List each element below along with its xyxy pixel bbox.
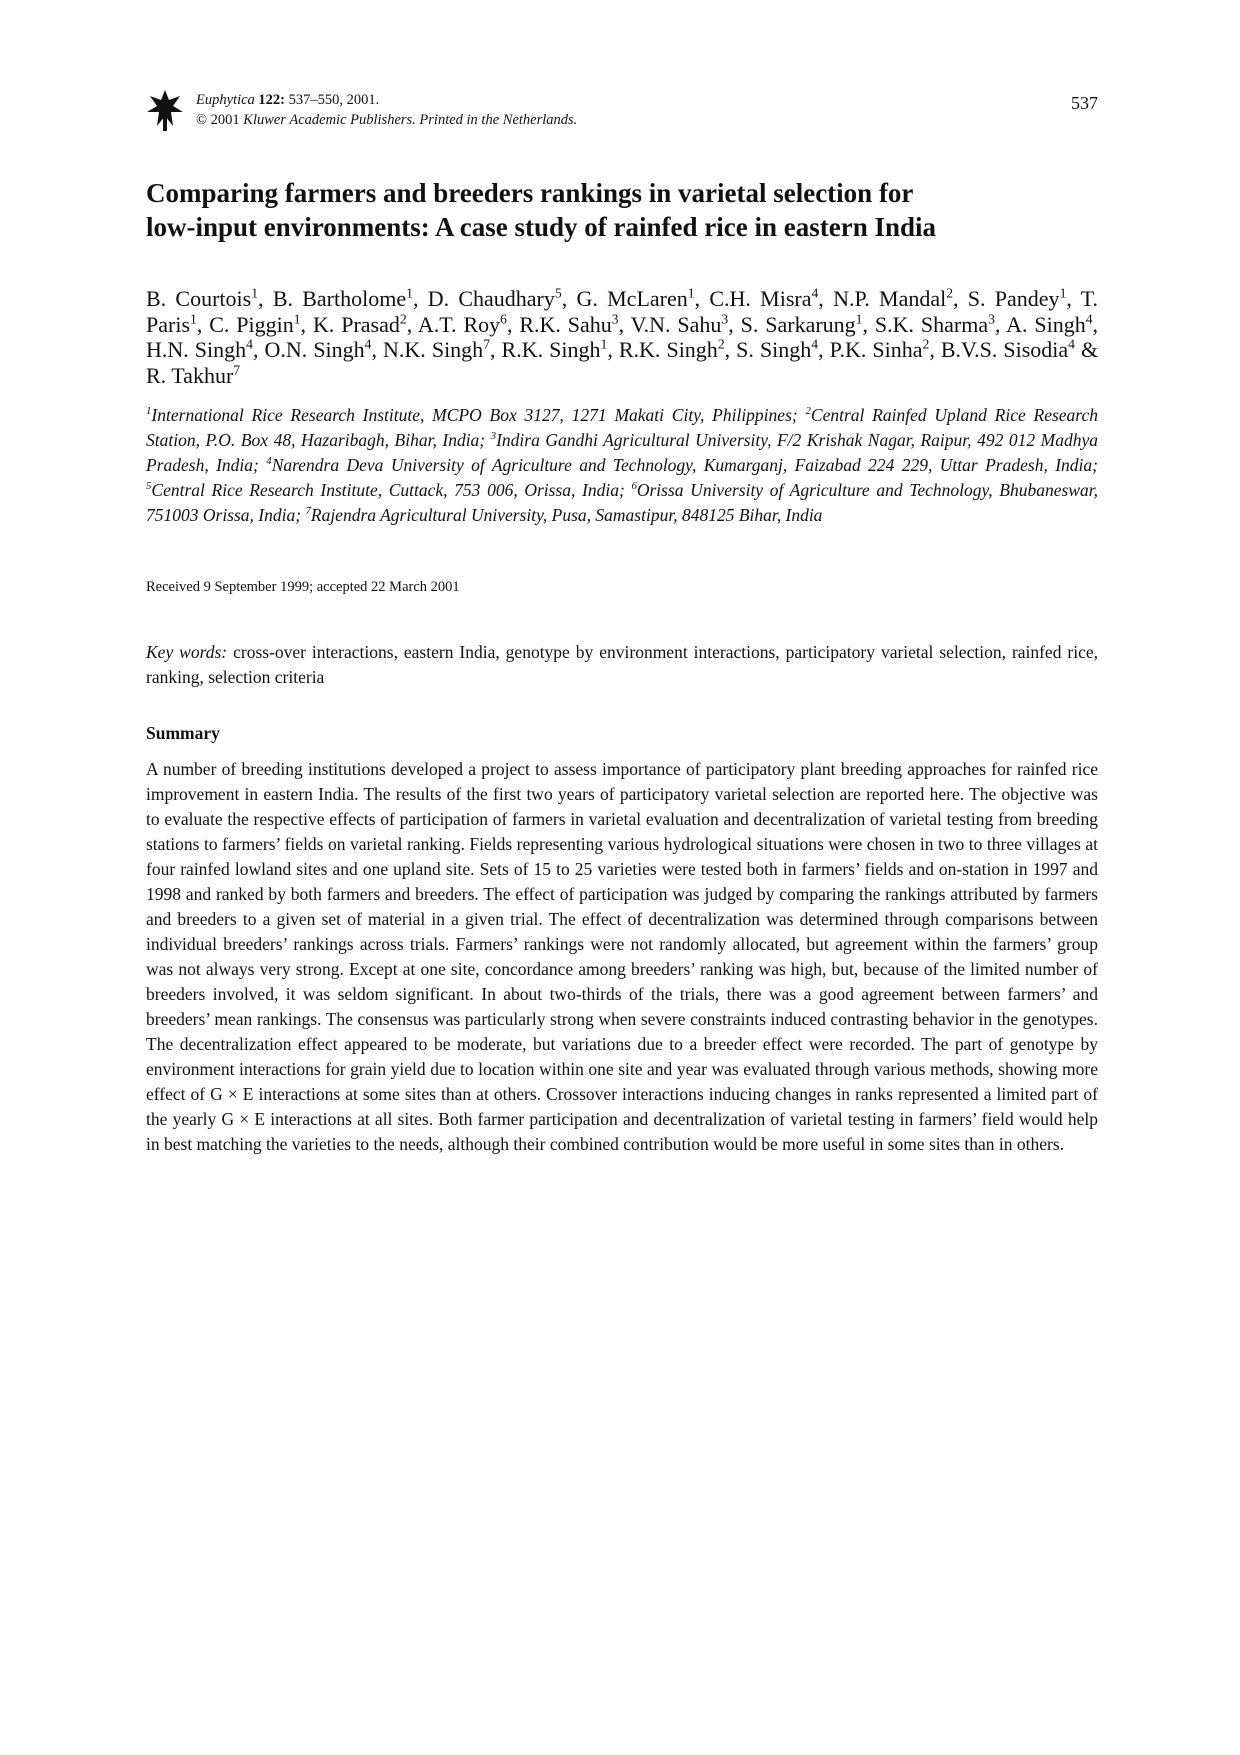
author-affiliation-mark: 4 [1085, 311, 1093, 327]
paper-title [146, 176, 1098, 244]
affiliation-text: Narendra Deva University of Agriculture and Technology, Kumarganj, Faizabad 224 229, Uttar Pradesh, India; [271, 455, 1098, 475]
author-separator: , [953, 286, 968, 311]
author-name: O.N. Singh [264, 337, 365, 362]
author-separator: , [818, 337, 830, 362]
author-separator: , [1066, 286, 1081, 311]
author-separator: , [300, 311, 313, 337]
author-name: G. McLaren [576, 286, 688, 311]
author-name: S. Singh [736, 337, 812, 362]
author-affiliation-mark: 6 [500, 311, 507, 327]
affiliation-text: Central Rice Research Institute, Cuttack, 753 006, Orissa, India; [151, 480, 632, 500]
author-separator: , [728, 311, 741, 337]
affiliation-text: Central Rainfed Upland Rice Research Station, P.O. Box 48, Hazaribagh, Bihar, India; [146, 405, 1098, 450]
author-separator: , [724, 337, 737, 362]
received-date: Received 9 September 1999; accepted 22 March 2001 [146, 579, 460, 595]
author-separator: , [694, 286, 710, 311]
author-name: H.N. Singh [146, 337, 247, 362]
author-separator: , [196, 311, 210, 337]
author-affiliation-mark: 3 [988, 311, 995, 327]
keywords [146, 640, 1098, 690]
author-affiliation-mark: 1 [251, 285, 259, 301]
title-line-2: low-input environments: A case study of rainfed rice in eastern India [146, 212, 937, 242]
author-name: N.K. Singh [383, 337, 484, 362]
journal-volume: 122: [258, 92, 286, 108]
title-line-1: Comparing farmers and breeders rankings in varietal selection for [146, 178, 914, 208]
author-separator: , [929, 337, 941, 362]
author-affiliation-mark: 1 [600, 336, 608, 352]
affiliation-number: 3 [490, 430, 497, 443]
author-name: B. Bartholome [272, 286, 407, 311]
journal-citation [196, 90, 577, 130]
author-affiliation-mark: 1 [293, 311, 301, 327]
author-affiliation-mark: 2 [946, 285, 954, 301]
author-separator: , [561, 286, 577, 311]
journal-pages-year: 537–550, 2001. [288, 92, 380, 108]
author-name: S. Sarkarung [740, 311, 856, 337]
author-list [146, 286, 1098, 388]
journal-name: Euphytica [196, 92, 255, 108]
author-affiliation-mark: 1 [855, 311, 863, 327]
author-affiliation-mark: 1 [687, 285, 695, 301]
author-separator: , [1092, 311, 1099, 337]
author-separator: , [618, 311, 631, 337]
affiliation-text: Rajendra Agricultural University, Pusa, Samastipur, 848125 Bihar, India [310, 505, 823, 525]
author-name: B.V.S. Sisodia [940, 337, 1069, 362]
keywords-label: Key words: [146, 642, 228, 662]
author-affiliation-mark: 3 [721, 311, 729, 327]
affiliation-text: Indira Gandhi Agricultural University, F/2 Krishak Nagar, Raipur, 492 012 Madhya Pradesh, India; [146, 430, 1098, 475]
author-name: S. Pandey [967, 286, 1060, 311]
page-number: 537 [1071, 93, 1098, 113]
author-separator: , [607, 337, 619, 362]
author-affiliation-mark: 7 [483, 336, 490, 352]
author-affiliation-mark: 4 [364, 336, 372, 352]
author-name: D. Chaudhary [427, 286, 555, 311]
affiliation-number: 6 [631, 480, 637, 493]
author-name: B. Courtois [146, 286, 252, 311]
author-name: K. Prasad [312, 311, 400, 337]
author-name: V.N. Sahu [630, 311, 722, 337]
author-separator: , [862, 311, 875, 337]
keywords-text: cross-over interactions, eastern India, genotype by environment interactions, participatory varietal selection, rainfed rice, ranking, selection criteria [146, 642, 1098, 687]
author-affiliation-mark: 1 [190, 311, 197, 327]
author-name: C.H. Misra [709, 286, 812, 311]
author-affiliation-mark: 4 [246, 336, 253, 352]
author-separator: & [1074, 337, 1099, 362]
affiliation-number: 7 [305, 505, 311, 518]
publisher: Kluwer Academic Publishers. Printed in the Netherlands. [243, 112, 578, 128]
author-affiliation-mark: 3 [611, 311, 619, 327]
author-affiliation-mark: 5 [554, 285, 562, 301]
author-name: R.K. Singh [618, 337, 718, 362]
copyright: © 2001 [196, 112, 240, 128]
author-separator: , [994, 311, 1007, 337]
affiliation-number: 4 [266, 455, 272, 468]
summary-heading: Summary [146, 723, 220, 743]
author-name: R. Takhur [146, 362, 234, 388]
author-separator: , [252, 337, 265, 362]
affiliation-number: 1 [146, 405, 152, 418]
author-separator: , [371, 337, 384, 362]
publisher-logo-icon [146, 88, 184, 132]
author-separator: , [412, 286, 428, 311]
author-name: A. Singh [1006, 311, 1086, 337]
author-separator: , [506, 311, 520, 337]
summary-body: A number of breeding institutions developed a project to assess importance of participatory plant breeding approaches for rainfed rice improvement in eastern India. The results of the first two years of participatory varietal selection are reported here. The objective was to evaluate the respective effects of participation of farmers in varietal evaluation and decentralization of varietal testing from breeding stations to farmers’ fields on varietal ranking. Fields representing various hydrological situations were chosen in two to three villages at four rainfed lowland sites and one upland site. Sets of 15 to 25 varieties were tested both in farmers’ fields and on-station in 1997 and 1998 and ranked by both farmers and breeders. The effect of participation was judged by comparing the rankings attributed by farmers and breeders to a given set of material in a given trial. The effect of decentralization was determined through comparisons between individual breeders’ rankings across trials. Farmers’ rankings were not randomly allocated, but agreement within the farmers’ group was not always very strong. Except at one site, concordance among breeders’ ranking was high, but, because of the limited number of breeders involved, it was seldom significant. In about two-thirds of the trials, there was a good agreement between farmers’ and breeders’ mean rankings. The consensus was particularly strong when severe constraints induced contrasting behavior in the genotypes. The decentralization effect appeared to be moderate, but variations due to a breeder effect were recorded. The part of genotype by environment interactions for grain yield due to location within one site and year was evaluated through various methods, showing more effect of G × E interactions at some sites than at others. Crossover interactions inducing changes in ranks represented a limited part of the yearly G × E interactions at all sites. Both farmer participation and decentralization of varietal testing in farmers’ field would help in best matching the varieties to the needs, although their combined contribution would be more useful in some sites than in others. [146, 759, 1098, 1154]
author-separator: , [406, 311, 418, 337]
author-affiliation-mark: 1 [406, 285, 413, 301]
author-name: N.P. Mandal [833, 286, 947, 311]
author-affiliation-mark: 4 [811, 285, 819, 301]
affiliation-number: 5 [146, 480, 152, 493]
author-name: C. Piggin [209, 311, 294, 337]
affiliation-text: International Rice Research Institute, MCPO Box 3127, 1271 Makati City, Philippines; [151, 405, 806, 425]
author-affiliation-mark: 4 [811, 336, 819, 352]
author-affiliation-mark: 2 [922, 336, 930, 352]
author-affiliation-mark: 4 [1068, 336, 1075, 352]
author-name: T. Paris [146, 286, 1099, 337]
affiliation-list [146, 403, 1098, 528]
page-header [146, 88, 1098, 138]
author-name: P.K. Sinha [829, 337, 923, 362]
author-name: R.K. Singh [501, 337, 601, 362]
author-affiliation-mark: 2 [717, 336, 725, 352]
author-affiliation-mark: 7 [233, 362, 241, 378]
author-name: R.K. Sahu [519, 311, 612, 337]
author-affiliation-mark: 1 [1059, 285, 1067, 301]
affiliation-text: Orissa University of Agriculture and Technology, Bhubaneswar, 751003 Orissa, India; [146, 480, 1098, 525]
affiliation-number: 2 [805, 405, 811, 418]
author-separator: , [258, 286, 273, 311]
author-separator: , [818, 286, 834, 311]
author-affiliation-mark: 2 [399, 311, 407, 327]
author-name: S.K. Sharma [874, 311, 989, 337]
author-separator: , [490, 337, 502, 362]
author-name: A.T. Roy [417, 311, 501, 337]
